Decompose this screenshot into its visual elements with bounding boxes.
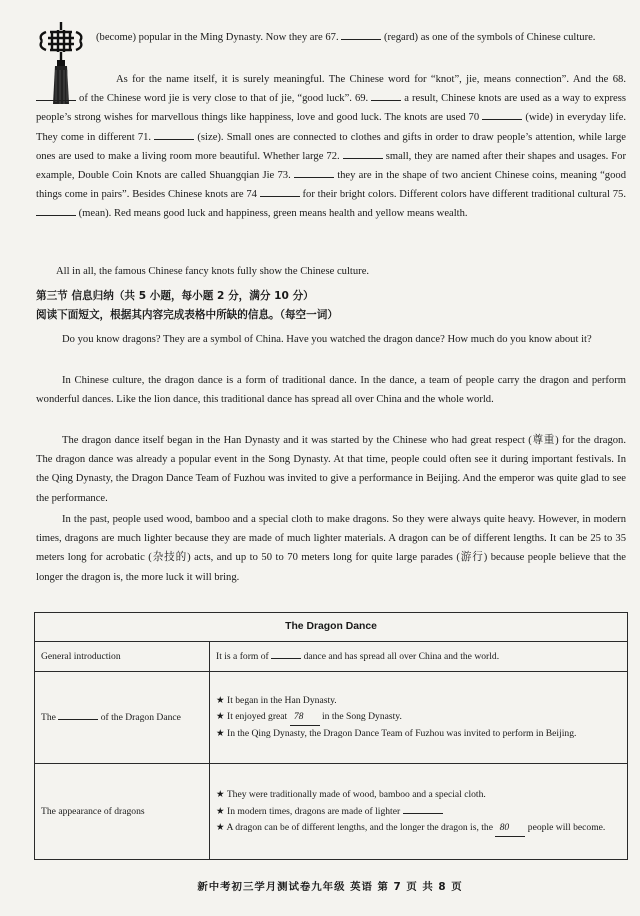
page-footer: 新中考初三学月测试卷九年级 英语 第 7 页 共 8 页 xyxy=(197,881,463,893)
table-bullet xyxy=(216,709,621,726)
cloze-text: (mean). Red means good luck and happiness, green means health and yellow means wealth. xyxy=(78,208,468,220)
table-row xyxy=(35,672,628,764)
answer-blank-77[interactable] xyxy=(58,709,98,720)
row-label: The appearance of dragons xyxy=(35,764,210,860)
cloze-text: (become) popular in the Ming Dynasty. Now they are 67. xyxy=(96,32,339,43)
answer-blank-79[interactable] xyxy=(403,803,443,814)
table-bullet: ★ In the Qing Dynasty, the Dragon Dance Team of Fuzhou was invited to perform in Beijing. xyxy=(216,728,577,739)
reading-paragraph-3: The dragon dance itself began in the Han Dynasty and it was started by the Chinese who had great respect (尊重) for the dragon. The dragon dance was already a popular event in the Song Dynasty. At that time, people could often see it during important festivals. In the Qing Dynasty, the Dragon Dance Team of Fuzhou was invited to give a performance in Beijing. And the emperor was quite glad to see the performance. xyxy=(36,435,626,504)
table-bullet xyxy=(216,820,621,837)
cell-text: The xyxy=(41,712,56,723)
answer-blank-69[interactable] xyxy=(371,90,401,101)
cell-text: It is a form of xyxy=(216,651,269,662)
row-content xyxy=(210,764,628,860)
table-bullet: ★ They were traditionally made of wood, bamboo and a special cloth. xyxy=(216,788,486,800)
cloze-text: (regard) as one of the symbols of Chinese culture. xyxy=(383,32,596,43)
cloze-text: (wide) in everyday life. They come in different 71. xyxy=(36,112,626,143)
answer-blank-67[interactable] xyxy=(341,29,381,40)
cloze-text: small, they are named after their shapes and usages. For example, Double Coin Knots are called Shuangqian Jie 73. xyxy=(36,150,626,182)
table-title-row xyxy=(35,613,628,642)
cloze-paragraph-2 xyxy=(36,70,626,224)
answer-blank-80[interactable]: 80 xyxy=(495,820,525,837)
table-row xyxy=(35,642,628,672)
answer-blank-74[interactable] xyxy=(260,186,300,197)
section-instruction: 阅读下面短文，根据其内容完成表格中所缺的信息。（每空一词） xyxy=(36,309,338,321)
dragon-dance-table xyxy=(34,612,628,860)
cell-text: ★ In modern times, dragons are made of lighter xyxy=(216,805,401,817)
cloze-paragraph-3: All in all, the famous Chinese fancy knots fully show the Chinese culture. xyxy=(56,266,370,277)
reading-paragraph-1: Do you know dragons? They are a symbol of China. Have you watched the dragon dance? How much do you know about it? xyxy=(62,334,592,345)
cloze-text: they are in the shape of two ancient Chinese coins, meaning “good things come in pairs”. Besides Chinese knots are 74 xyxy=(36,170,626,201)
cell-text: people will become. xyxy=(527,821,606,833)
cloze-text: (size). Small ones are connected to clothes and gifts in order to draw people’s attention, while large ones are used to make a living room more beautiful. Whether large 72. xyxy=(36,131,626,162)
table-bullet: ★ It began in the Han Dynasty. xyxy=(216,695,337,706)
table-title: The Dragon Dance xyxy=(35,613,628,642)
cloze-text: As for the name itself, it is surely meaningful. The Chinese word for “knot”, jie, means connection”. And the 68. xyxy=(116,74,626,85)
cell-text: dance and has spread all over China and the world. xyxy=(303,651,500,662)
cloze-text: of the Chinese word jie is very close to that of jie, “good luck”. 69. xyxy=(79,93,369,105)
answer-blank-76[interactable] xyxy=(271,648,301,659)
reading-paragraph-2: In Chinese culture, the dragon dance is a form of traditional dance. In the dance, a team of people carry the dragon and perform wonderful dances. Like the lion dance, this traditional dance has spread all over China and the whole world. xyxy=(36,375,626,406)
row-content xyxy=(210,642,628,672)
section-title: 第三节 信息归纳（共 5 小题，每小题 2 分，满分 10 分） xyxy=(36,290,314,302)
table-bullet xyxy=(216,803,621,820)
answer-blank-73[interactable] xyxy=(294,167,334,178)
cloze-text: a result, Chinese knots are used as a way to express people’s strong wishes for marvellous things like happiness, love and good luck. The knots are used 70 xyxy=(36,93,626,124)
answer-blank-72[interactable] xyxy=(343,148,383,159)
reading-paragraph-4: In the past, people used wood, bamboo and a special cloth to make dragons. So they were always quite heavy. However, in modern times, dragons are much lighter because they are made of much lighter materials. A dragon can be of different lengths. It can be 25 to 35 meters long for acrobatic (杂技的) acts, and up to 50 to 70 meters long for quite large parades (游行) because people believe that the longer the dragon is, the more luck it will bring. xyxy=(36,514,626,583)
answer-blank-70[interactable] xyxy=(482,109,522,120)
row-label xyxy=(35,672,210,764)
cell-text: in the Song Dynasty. xyxy=(322,711,402,722)
row-content xyxy=(210,672,628,764)
cell-text: of the Dragon Dance xyxy=(100,712,181,723)
cloze-paragraph-1 xyxy=(36,28,626,47)
cell-text: ★ It enjoyed great xyxy=(216,711,288,722)
answer-blank-78[interactable]: 78 xyxy=(290,709,320,726)
table-row xyxy=(35,764,628,860)
answer-blank-68[interactable] xyxy=(36,90,76,101)
answer-blank-75[interactable] xyxy=(36,205,76,216)
answer-blank-71[interactable] xyxy=(154,129,194,140)
row-label: General introduction xyxy=(35,642,210,672)
cloze-text: for their bright colors. Different colors have different traditional cultural 75. xyxy=(302,189,626,201)
cell-text: ★ A dragon can be of different lengths, and the longer the dragon is, the xyxy=(216,821,493,833)
